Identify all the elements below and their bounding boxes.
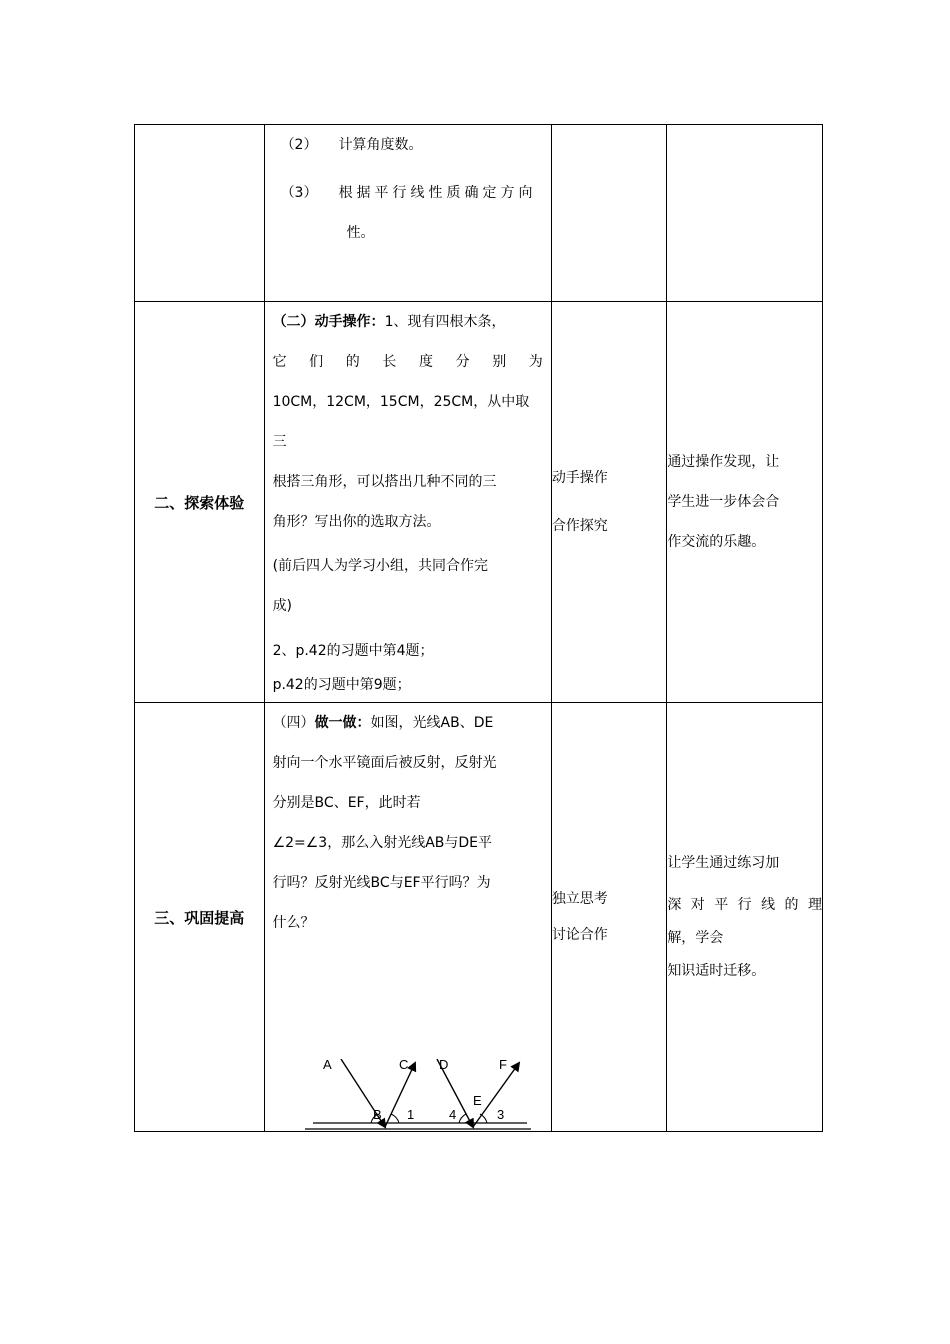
paragraph-line: 射向一个水平镜面后被反射，反射光 [272, 755, 497, 771]
section-prefix: （二） [272, 314, 315, 330]
paragraph-line [273, 302, 543, 342]
intent-cell [667, 302, 823, 703]
label-a: A [322, 1059, 332, 1072]
intent-cell [667, 125, 823, 302]
paragraph-line: 根搭三角形，可以搭出几种不同的三 [272, 474, 497, 490]
paragraph-line: 2、p.42的习题中第4题； [272, 643, 434, 659]
method-cell [551, 125, 667, 302]
lesson-table [134, 124, 823, 1132]
stage-cell [135, 125, 265, 302]
table-row [135, 125, 823, 302]
table-row [135, 703, 823, 1132]
paragraph-line: ∠2=∠3，那么入射光线AB与DE平 [272, 835, 493, 851]
intent-line: 深对平行线的理 [667, 897, 822, 913]
label-c: C [398, 1059, 408, 1072]
angle-arc [459, 1114, 466, 1123]
label-3: 3 [496, 1107, 504, 1122]
method-line: 讨论合作 [551, 927, 608, 943]
intent-line: 知识适时迁移。 [667, 963, 766, 979]
label-1: 1 [406, 1107, 414, 1122]
reflection-diagram [265, 1005, 551, 1131]
paragraph-line: 角形？写出你的选取方法。 [272, 514, 441, 530]
method-cell [551, 703, 667, 1132]
intent-line: 让学生通过练习加 [667, 855, 780, 871]
paragraph-line: 10CM，12CM，15CM，25CM，从中取三 [272, 394, 530, 450]
item-text: 计算角度数。 [338, 137, 423, 153]
label-b: B [372, 1107, 382, 1122]
item-continuation: 性。 [346, 225, 375, 241]
section-prefix: （四） [272, 715, 315, 731]
paragraph-line: 行吗？反射光线BC与EF平行吗？为 [272, 875, 491, 891]
stage-cell: 二、探索体验 [135, 302, 265, 703]
list-item [273, 125, 543, 165]
intent-line: 作交流的乐趣。 [667, 534, 766, 550]
content-cell [264, 703, 551, 1132]
paragraph-line: 分别是BC、EF，此时若 [272, 795, 421, 811]
paragraph-line: p.42的习题中第9题； [272, 677, 411, 693]
intent-line: 通过操作发现，让 [667, 454, 780, 470]
intent-line: 解，学会 [667, 930, 724, 946]
table-row [135, 302, 823, 703]
line-text: 如图，光线AB、DE [370, 715, 494, 731]
list-item [273, 173, 543, 213]
label-d: D [438, 1059, 448, 1072]
content-cell [264, 302, 551, 703]
stage-cell: 三、巩固提高 [135, 703, 265, 1132]
intent-line: 学生进一步体会合 [667, 494, 780, 510]
paragraph-line: 成) [272, 598, 293, 614]
item-number: （2） [280, 137, 318, 153]
label-f: F [498, 1059, 507, 1072]
item-text: 根据平行线性质确定方向 [338, 185, 537, 201]
paragraph-line [273, 703, 543, 743]
method-line: 动手操作 [551, 470, 608, 486]
line-text: 1、现有四根木条， [384, 314, 506, 330]
label-4: 4 [448, 1107, 456, 1122]
content-cell [264, 125, 551, 302]
reflection-diagram-svg [265, 1059, 551, 1131]
method-line: 独立思考 [551, 891, 608, 907]
intent-cell [667, 703, 823, 1132]
paragraph-line: 什么？ [272, 915, 315, 931]
angle-arc [391, 1114, 399, 1123]
paragraph-line: (前后四人为学习小组，共同合作完 [272, 558, 489, 574]
method-line: 合作探究 [551, 518, 608, 534]
section-heading: 做一做： [314, 715, 371, 731]
label-e: E [472, 1093, 482, 1108]
item-number: （3） [280, 185, 318, 201]
method-cell [551, 302, 667, 703]
paragraph-line: 它们的长度分别为 [272, 354, 543, 370]
section-heading: 动手操作： [314, 314, 385, 330]
